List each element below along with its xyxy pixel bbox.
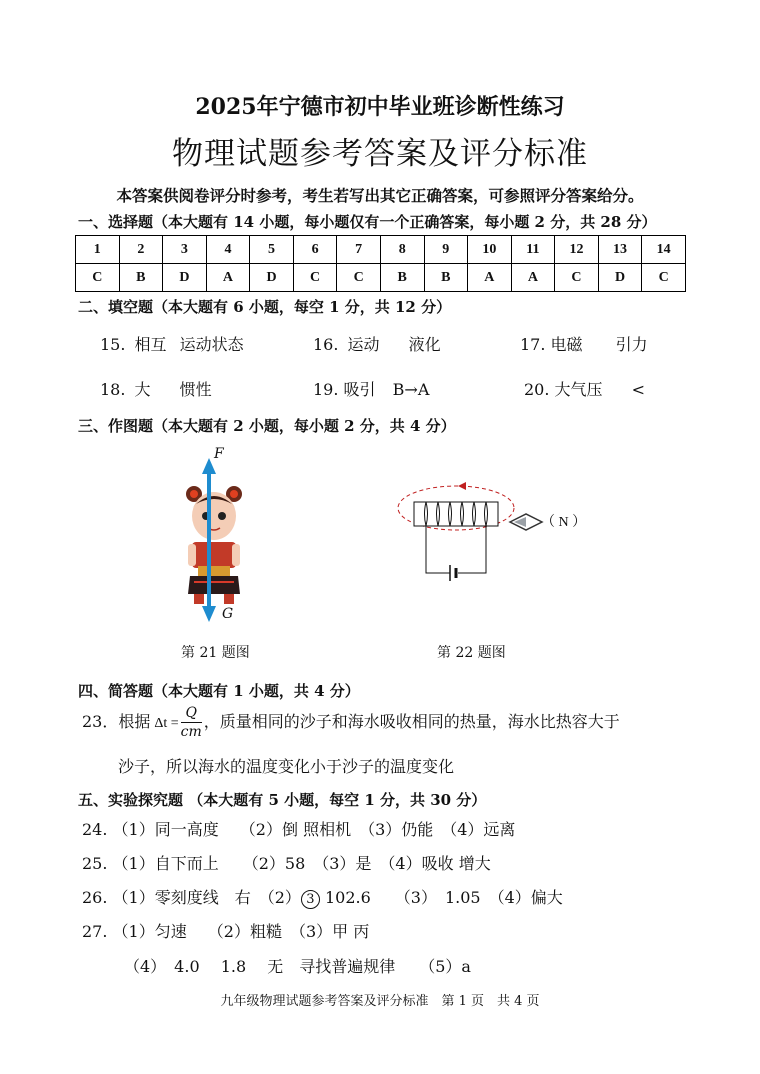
page-footer: 九年级物理试题参考答案及评分标准 第 1 页 共 4 页: [220, 994, 540, 1009]
fill-answer-16: [313, 332, 441, 355]
circuit-wire-left: [426, 526, 450, 573]
question-number: 14: [642, 236, 686, 264]
fill-answer-20: [524, 377, 645, 400]
question-number: 11: [511, 236, 555, 264]
fill-blank-a: 大气压: [554, 380, 603, 399]
page-title-line2: 物理试题参考答案及评分标准: [172, 136, 588, 172]
answer-cell: C: [76, 264, 120, 292]
q23-prefix: 23．根据: [82, 712, 151, 731]
figure22-caption: 第 22 题图: [437, 645, 506, 661]
figure21-caption: 第 21 题图: [181, 645, 250, 661]
formula-numerator: Q: [181, 704, 202, 723]
q23-line2: 沙子，所以海水的温度变化小于沙子的温度变化: [118, 757, 455, 776]
answer-cell: B: [119, 264, 163, 292]
question-number: 6: [293, 236, 337, 264]
question-number: 5: [250, 236, 294, 264]
section1-heading: 一、选择题（本大题有 14 小题，每小题仅有一个正确答案，每小题 2 分，共 28 分）: [78, 213, 657, 231]
answer-cell: C: [642, 264, 686, 292]
fill-number: 18.: [100, 380, 126, 399]
answer-cell: D: [163, 264, 207, 292]
q25-answer: 25. （1）自下而上 （2）58 （3）是 （4）吸收 增大: [82, 854, 491, 873]
fill-answer-15: [100, 332, 244, 355]
q23-text-line1: ，质量相同的沙子和海水吸收相同的热量，海水比热容大于: [203, 712, 620, 731]
answer-cell: C: [555, 264, 599, 292]
fill-blank-b: 惯性: [179, 380, 212, 399]
fill-answer-17: [520, 332, 648, 355]
question-number: 2: [119, 236, 163, 264]
answer-table-number-row: [76, 236, 686, 264]
fill-answer-18: [100, 377, 212, 400]
page-title-line1: 2025年宁德市初中毕业班诊断性练习: [195, 94, 565, 120]
formula-fraction: [181, 704, 202, 741]
question-number: 10: [468, 236, 512, 264]
answer-cell: A: [511, 264, 555, 292]
fill-blank-b: 运动状态: [179, 335, 244, 354]
fill-number: 16.: [313, 335, 339, 354]
fill-blank-b: <: [631, 380, 646, 399]
question-number: 4: [206, 236, 250, 264]
circled-number: 3: [301, 890, 320, 909]
question-number: 9: [424, 236, 468, 264]
fill-number: 19.: [313, 380, 339, 399]
field-direction-arrow-icon: [458, 482, 466, 490]
figure21-force-diagram: [170, 442, 260, 628]
q26-text-a: 26. （1）零刻度线 右 （2）: [82, 888, 301, 907]
q23-line1: [82, 704, 620, 742]
fill-number: 15.: [100, 335, 126, 354]
fill-number: 17.: [520, 335, 546, 354]
fill-blank-b: 引力: [615, 335, 648, 354]
answer-cell: C: [337, 264, 381, 292]
section3-heading: 三、作图题（本大题有 2 小题，每小题 2 分，共 4 分）: [78, 417, 456, 435]
section2-heading: 二、填空题（本大题有 6 小题，每空 1 分，共 12 分）: [78, 298, 452, 316]
formula-denominator: cm: [180, 724, 202, 740]
question-number: 7: [337, 236, 381, 264]
q27-answer-line2: （4） 4.0 1.8 无 寻找普遍规律 （5）a: [124, 957, 471, 976]
answer-table: [75, 235, 686, 292]
q26-answer: [82, 885, 563, 909]
answer-cell: B: [380, 264, 424, 292]
fill-blank-a: 相互: [134, 335, 167, 354]
cartoon-character-figure: [186, 486, 242, 604]
fill-blank-a: 电磁: [550, 335, 583, 354]
answer-cell: C: [293, 264, 337, 292]
question-number: 12: [555, 236, 599, 264]
grading-note: 本答案供阅卷评分时参考，考生若写出其它正确答案，可参照评分答案给分。: [116, 186, 644, 205]
question-number: 8: [380, 236, 424, 264]
q26-text-b: 102.6 （3） 1.05 （4）偏大: [325, 888, 563, 907]
fill-blank-b: B→A: [392, 380, 430, 399]
answer-cell: D: [250, 264, 294, 292]
formula-lhs: Δt =: [154, 716, 179, 731]
q27-answer-line1: 27. （1）匀速 （2）粗糙 （3）甲 丙: [82, 922, 370, 941]
fill-blank-b: 液化: [408, 335, 441, 354]
arrow-down-icon: [202, 606, 216, 622]
section4-heading: 四、简答题（本大题有 1 小题，共 4 分）: [78, 682, 360, 700]
force-label-g: G: [222, 606, 234, 622]
force-label-f: F: [214, 446, 224, 462]
question-number: 13: [598, 236, 642, 264]
question-number: 1: [76, 236, 120, 264]
section5-heading: 五、实验探究题 （本大题有 5 小题，每空 1 分，共 30 分）: [78, 791, 487, 809]
figure22-solenoid-diagram: [392, 476, 572, 586]
pole-label: （ N ）: [541, 515, 587, 530]
answer-cell: B: [424, 264, 468, 292]
answer-table-answer-row: [76, 264, 686, 292]
answer-cell: D: [598, 264, 642, 292]
q24-answer: 24. （1）同一高度 （2）倒 照相机 （3）仍能 （4）远离: [82, 820, 516, 839]
answer-cell: A: [468, 264, 512, 292]
fill-blank-a: 运动: [347, 335, 380, 354]
fill-answer-19: [313, 377, 429, 400]
circuit-wire-right: [458, 526, 486, 573]
fill-number: 20.: [524, 380, 550, 399]
fill-blank-a: 大: [134, 380, 151, 399]
fill-blank-a: 吸引: [343, 380, 376, 399]
question-number: 3: [163, 236, 207, 264]
answer-cell: A: [206, 264, 250, 292]
